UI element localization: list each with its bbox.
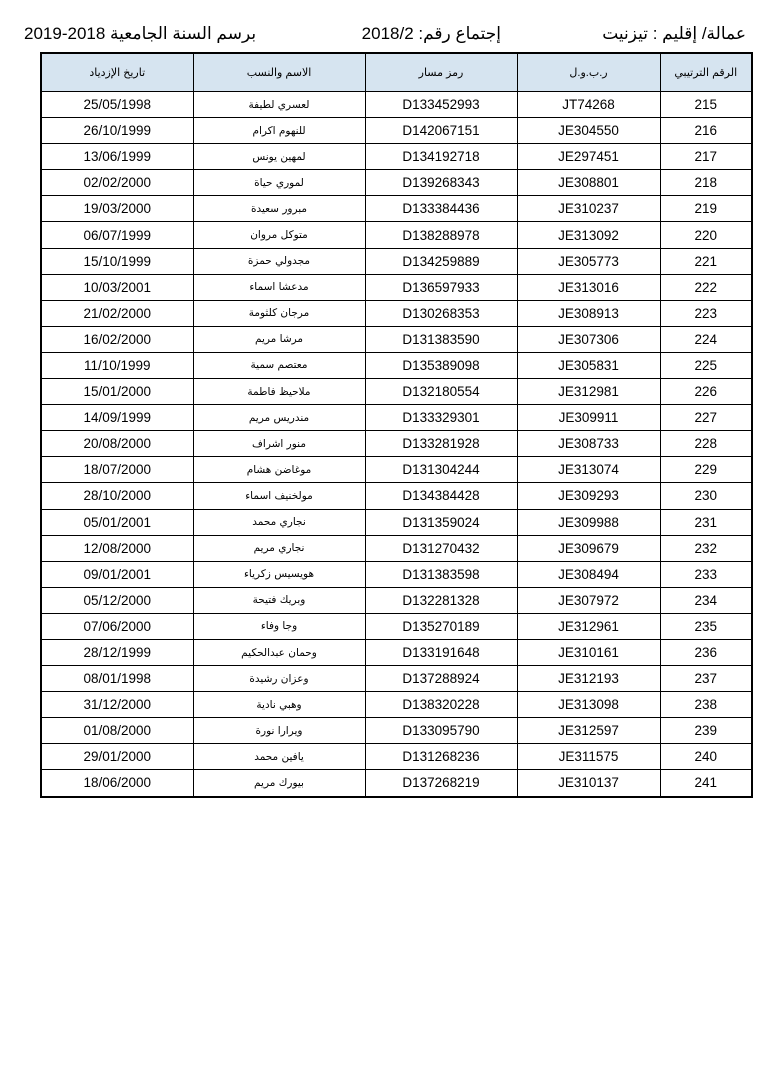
cell-massar: D135270189 xyxy=(365,613,517,639)
cell-dob: 21/02/2000 xyxy=(41,300,193,326)
column-header-dob: تاريخ الإزدياد xyxy=(41,53,193,92)
cell-name: مجدولي حمزة xyxy=(193,248,365,274)
table-row xyxy=(41,274,752,300)
cell-massar: D137268219 xyxy=(365,770,517,797)
table-row xyxy=(41,561,752,587)
cell-dob: 15/01/2000 xyxy=(41,379,193,405)
cell-massar: D134384428 xyxy=(365,483,517,509)
cell-massar: D131383590 xyxy=(365,326,517,352)
cell-dob: 16/02/2000 xyxy=(41,326,193,352)
cell-cin: JE310237 xyxy=(517,196,660,222)
table-row xyxy=(41,692,752,718)
cell-cin: JE305831 xyxy=(517,352,660,378)
cell-name: متوكل مروان xyxy=(193,222,365,248)
cell-serial: 223 xyxy=(660,300,752,326)
cell-cin: JE313074 xyxy=(517,457,660,483)
cell-massar: D131270432 xyxy=(365,535,517,561)
cell-dob: 18/06/2000 xyxy=(41,770,193,797)
cell-name: منور اشراف xyxy=(193,431,365,457)
cell-massar: D133452993 xyxy=(365,92,517,118)
table-row xyxy=(41,248,752,274)
meeting-number: إجتماع رقم: 2018/2 xyxy=(361,24,501,43)
cell-name: وجا وفاء xyxy=(193,613,365,639)
cell-name: لموري حياة xyxy=(193,170,365,196)
cell-cin: JE310161 xyxy=(517,639,660,665)
cell-serial: 229 xyxy=(660,457,752,483)
cell-massar: D133191648 xyxy=(365,639,517,665)
cell-massar: D131268236 xyxy=(365,744,517,770)
table-row xyxy=(41,770,752,797)
cell-name: مندريس مريم xyxy=(193,405,365,431)
cell-dob: 08/01/1998 xyxy=(41,666,193,692)
cell-name: لمهين يونس xyxy=(193,144,365,170)
column-header-serial: الرقم الترتيبي xyxy=(660,53,752,92)
cell-massar: D133329301 xyxy=(365,405,517,431)
cell-dob: 11/10/1999 xyxy=(41,352,193,378)
cell-cin: JE313092 xyxy=(517,222,660,248)
cell-cin: JE312193 xyxy=(517,666,660,692)
student-table xyxy=(40,52,753,798)
cell-serial: 216 xyxy=(660,118,752,144)
cell-dob: 07/06/2000 xyxy=(41,613,193,639)
cell-dob: 06/07/1999 xyxy=(41,222,193,248)
cell-dob: 26/10/1999 xyxy=(41,118,193,144)
cell-name: وعزان رشيدة xyxy=(193,666,365,692)
table-row xyxy=(41,222,752,248)
cell-cin: JE313098 xyxy=(517,692,660,718)
cell-massar: D134192718 xyxy=(365,144,517,170)
cell-massar: D135389098 xyxy=(365,352,517,378)
cell-massar: D131304244 xyxy=(365,457,517,483)
table-row xyxy=(41,170,752,196)
cell-name: وهبي نادية xyxy=(193,692,365,718)
table-row xyxy=(41,744,752,770)
cell-massar: D133384436 xyxy=(365,196,517,222)
cell-dob: 31/12/2000 xyxy=(41,692,193,718)
table-row xyxy=(41,379,752,405)
cell-serial: 231 xyxy=(660,509,752,535)
table-row xyxy=(41,535,752,561)
cell-name: نجاري مريم xyxy=(193,535,365,561)
cell-cin: JE312961 xyxy=(517,613,660,639)
cell-name: هويسيس زكرياء xyxy=(193,561,365,587)
cell-name: مدعشا اسماء xyxy=(193,274,365,300)
cell-serial: 219 xyxy=(660,196,752,222)
page-header xyxy=(24,20,746,48)
cell-serial: 230 xyxy=(660,483,752,509)
cell-massar: D142067151 xyxy=(365,118,517,144)
cell-serial: 233 xyxy=(660,561,752,587)
cell-cin: JE311575 xyxy=(517,744,660,770)
cell-massar: D132180554 xyxy=(365,379,517,405)
cell-dob: 12/08/2000 xyxy=(41,535,193,561)
cell-name: مولخنيف اسماء xyxy=(193,483,365,509)
cell-cin: JE308733 xyxy=(517,431,660,457)
column-header-cin: ر.ب.و.ل xyxy=(517,53,660,92)
cell-massar: D132281328 xyxy=(365,587,517,613)
cell-dob: 15/10/1999 xyxy=(41,248,193,274)
cell-serial: 241 xyxy=(660,770,752,797)
cell-dob: 10/03/2001 xyxy=(41,274,193,300)
cell-name: مرشا مريم xyxy=(193,326,365,352)
table-header xyxy=(41,53,752,92)
cell-dob: 20/08/2000 xyxy=(41,431,193,457)
header-row xyxy=(41,53,752,92)
cell-massar: D131383598 xyxy=(365,561,517,587)
cell-cin: JE309988 xyxy=(517,509,660,535)
cell-cin: JE304550 xyxy=(517,118,660,144)
table-row xyxy=(41,639,752,665)
cell-dob: 02/02/2000 xyxy=(41,170,193,196)
cell-serial: 234 xyxy=(660,587,752,613)
cell-cin: JE309293 xyxy=(517,483,660,509)
cell-cin: JT74268 xyxy=(517,92,660,118)
cell-serial: 215 xyxy=(660,92,752,118)
cell-serial: 237 xyxy=(660,666,752,692)
table-row xyxy=(41,666,752,692)
cell-serial: 227 xyxy=(660,405,752,431)
cell-name: مبرور سعيدة xyxy=(193,196,365,222)
cell-serial: 236 xyxy=(660,639,752,665)
table-body xyxy=(41,92,752,797)
cell-cin: JE308913 xyxy=(517,300,660,326)
cell-cin: JE313016 xyxy=(517,274,660,300)
cell-massar: D136597933 xyxy=(365,274,517,300)
cell-cin: JE310137 xyxy=(517,770,660,797)
cell-massar: D138288978 xyxy=(365,222,517,248)
cell-dob: 14/09/1999 xyxy=(41,405,193,431)
cell-cin: JE307306 xyxy=(517,326,660,352)
table-row xyxy=(41,300,752,326)
cell-massar: D131359024 xyxy=(365,509,517,535)
table-row xyxy=(41,431,752,457)
cell-serial: 226 xyxy=(660,379,752,405)
cell-dob: 18/07/2000 xyxy=(41,457,193,483)
cell-name: بيورك مريم xyxy=(193,770,365,797)
cell-name: معتصم سمية xyxy=(193,352,365,378)
cell-dob: 28/10/2000 xyxy=(41,483,193,509)
cell-cin: JE309679 xyxy=(517,535,660,561)
region-label: عمالة/ إقليم : تيزنيت xyxy=(602,24,746,43)
cell-name: وبريك فتيحة xyxy=(193,587,365,613)
cell-dob: 19/03/2000 xyxy=(41,196,193,222)
column-header-massar: رمز مسار xyxy=(365,53,517,92)
cell-serial: 232 xyxy=(660,535,752,561)
table-row xyxy=(41,92,752,118)
cell-name: ملاحيظ فاطمة xyxy=(193,379,365,405)
cell-cin: JE307972 xyxy=(517,587,660,613)
table-row xyxy=(41,326,752,352)
cell-dob: 29/01/2000 xyxy=(41,744,193,770)
cell-name: وحمان عبدالحكيم xyxy=(193,639,365,665)
cell-cin: JE312597 xyxy=(517,718,660,744)
cell-massar: D133095790 xyxy=(365,718,517,744)
cell-cin: JE308494 xyxy=(517,561,660,587)
cell-cin: JE297451 xyxy=(517,144,660,170)
cell-name: يافين محمد xyxy=(193,744,365,770)
cell-serial: 225 xyxy=(660,352,752,378)
cell-cin: JE308801 xyxy=(517,170,660,196)
table-row xyxy=(41,483,752,509)
cell-dob: 09/01/2001 xyxy=(41,561,193,587)
cell-serial: 239 xyxy=(660,718,752,744)
table-row xyxy=(41,613,752,639)
cell-serial: 217 xyxy=(660,144,752,170)
cell-dob: 28/12/1999 xyxy=(41,639,193,665)
table-row xyxy=(41,352,752,378)
table-row xyxy=(41,718,752,744)
table-row xyxy=(41,144,752,170)
cell-name: لعسري لطيفة xyxy=(193,92,365,118)
table-row xyxy=(41,196,752,222)
cell-cin: JE309911 xyxy=(517,405,660,431)
column-header-name: الاسم والنسب xyxy=(193,53,365,92)
cell-name: نجاري محمد xyxy=(193,509,365,535)
table-row xyxy=(41,405,752,431)
cell-dob: 25/05/1998 xyxy=(41,92,193,118)
cell-serial: 228 xyxy=(660,431,752,457)
cell-serial: 221 xyxy=(660,248,752,274)
cell-massar: D133281928 xyxy=(365,431,517,457)
table-row xyxy=(41,118,752,144)
table-row xyxy=(41,457,752,483)
cell-massar: D130268353 xyxy=(365,300,517,326)
cell-name: للنهوم اكرام xyxy=(193,118,365,144)
academic-year: برسم السنة الجامعية 2018-2019 xyxy=(24,24,257,43)
cell-massar: D139268343 xyxy=(365,170,517,196)
cell-cin: JE305773 xyxy=(517,248,660,274)
cell-dob: 01/08/2000 xyxy=(41,718,193,744)
cell-dob: 05/01/2001 xyxy=(41,509,193,535)
table-row xyxy=(41,509,752,535)
cell-serial: 235 xyxy=(660,613,752,639)
cell-dob: 05/12/2000 xyxy=(41,587,193,613)
cell-massar: D138320228 xyxy=(365,692,517,718)
cell-serial: 220 xyxy=(660,222,752,248)
cell-massar: D134259889 xyxy=(365,248,517,274)
cell-name: مرجان كلثومة xyxy=(193,300,365,326)
cell-serial: 218 xyxy=(660,170,752,196)
cell-serial: 238 xyxy=(660,692,752,718)
cell-serial: 224 xyxy=(660,326,752,352)
cell-serial: 240 xyxy=(660,744,752,770)
table-row xyxy=(41,587,752,613)
cell-dob: 13/06/1999 xyxy=(41,144,193,170)
cell-name: ويرارا نورة xyxy=(193,718,365,744)
cell-name: موغاضن هشام xyxy=(193,457,365,483)
cell-serial: 222 xyxy=(660,274,752,300)
cell-massar: D137288924 xyxy=(365,666,517,692)
cell-cin: JE312981 xyxy=(517,379,660,405)
